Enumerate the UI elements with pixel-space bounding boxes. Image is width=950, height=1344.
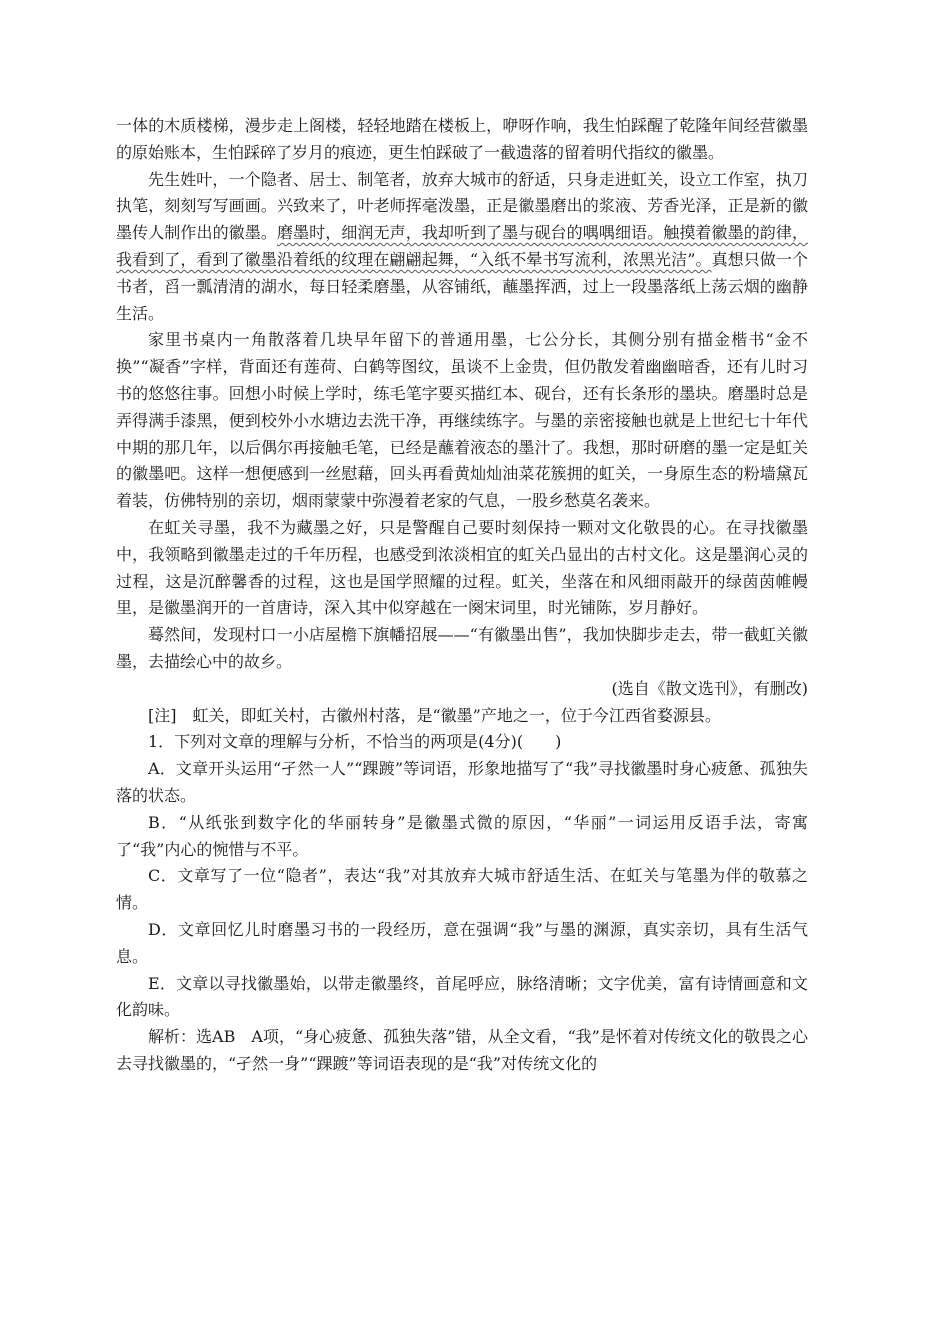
annotation-note: [注] 虹关，即虹关村，古徽州村落，是“徽墨”产地之一，位于今江西省婺源县。 (148, 705, 721, 725)
article-paragraph-2 (116, 167, 808, 328)
option-b: B．“从纸张到数字化的华丽转身”是徽墨式微的原因，“华丽”一词运用反语手法，寄寓了“我”内心的惋惜与不平。 (116, 812, 808, 859)
article-paragraph-2-part-b: 真想只做一个书者，舀一瓢清清的湖水，每日轻柔磨墨，从容铺纸，蘸墨挥洒，过上一段墨落纸上荡云烟的幽静生活。 (116, 249, 808, 323)
article-paragraph-4: 在虹关寻墨，我不为藏墨之好，只是警醒自己要时刻保持一颗对文化敬畏的心。在寻找徽墨中，我领略到徽墨走过的千年历程，也感受到浓淡相宜的虹关凸显出的古村文化。这是墨润心灵的过程，这是沉醉馨香的过程，这也是国学照耀的过程。虹关，坐落在和风细雨敲开的绿茵茵帷幔里，是徽墨润开的一首唐诗，深入其中似穿越在一阕宋词里，时光铺陈，岁月静好。 (116, 517, 808, 618)
source-citation: (选自《散文选刊》，有删改) (611, 678, 808, 698)
article-paragraph-2-part-a: 先生姓叶，一个隐者、居士、制笔者，放弃大城市的舒适，只身走进虹关，设立工作室，执刀执笔，刻刻写写画画。兴致来了，叶老师挥毫泼墨，正是徽墨磨出的浆液、芳香光泽，正是新的徽墨传人制作出的徽墨。 (116, 169, 808, 243)
article-paragraph-3: 家里书桌内一角散落着几块早年留下的普通用墨，七公分长，其侧分别有描金楷书“金不换”“凝香”字样，背面还有莲荷、白鹤等图纹，虽谈不上金贵，但仍散发着幽幽暗香，还有儿时习书的悠悠往事。回想小时候上学时，练毛笔字要买描红本、砚台，还有长条形的墨块。磨墨时总是弄得满手漆黑，便到校外小水塘边去洗干净，再继续练字。与墨的亲密接触也就是上世纪七十年代中期的那几年，以后偶尔再接触毛笔，已经是蘸着液态的墨汁了。我想，那时研磨的墨一定是虹关的徽墨吧。这样一想便感到一丝慰藉，回头再看黄灿灿油菜花簇拥的虹关，一身原生态的粉墙黛瓦着装，仿佛特别的亲切，烟雨蒙蒙中弥漫着老家的气息，一股乡愁莫名袭来。 (116, 330, 808, 511)
document-page (116, 113, 808, 1078)
wavy-underlined-sentence: 磨墨时，细润无声，我却听到了墨与砚台的喁喁细语。触摸着徽墨的韵律，我看到了，看到了徽墨沿着纸的纹理在翩翩起舞，“入纸不晕书写流利，浓黑光洁”。 (116, 223, 808, 269)
answer-analysis: 解析：选AB A项，“身心疲惫、孤独失落”错，从全文看，“我”是怀着对传统文化的敬畏之心去寻找徽墨的，“孑然一身”“踝踱”等词语表现的是“我”对传统文化的 (116, 1027, 808, 1073)
option-d: D．文章回忆儿时磨墨习书的一段经历，意在强调“我”与墨的渊源，真实亲切，具有生活气息。 (116, 919, 808, 966)
article-paragraph-5: 蓦然间，发现村口一小店屋檐下旗幡招展——“有徽墨出售”，我加快脚步走去，带一截虹关徽墨，去描绘心中的故乡。 (116, 625, 808, 671)
option-e: E．文章以寻找徽墨始，以带走徽墨终，首尾呼应，脉络清晰；文字优美，富有诗情画意和文化韵味。 (116, 973, 808, 1020)
question-stem: 1．下列对文章的理解与分析，不恰当的两项是(4分)( ) (148, 732, 562, 752)
article-paragraph-1: 一体的木质楼梯，漫步走上阁楼，轻轻地踏在楼板上，咿呀作响，我生怕踩醒了乾隆年间经营徽墨的原始账本，生怕踩碎了岁月的痕迹，更生怕踩破了一截遗落的留着明代指纹的徽墨。 (116, 116, 808, 162)
option-a: A．文章开头运用“孑然一人”“踝踱”等词语，形象地描写了“我”寻找徽墨时身心疲惫、孤独失落的状态。 (116, 759, 808, 805)
option-c: C．文章写了一位“隐者”，表达“我”对其放弃大城市舒适生活、在虹关与笔墨为伴的敬慕之情。 (116, 866, 808, 913)
